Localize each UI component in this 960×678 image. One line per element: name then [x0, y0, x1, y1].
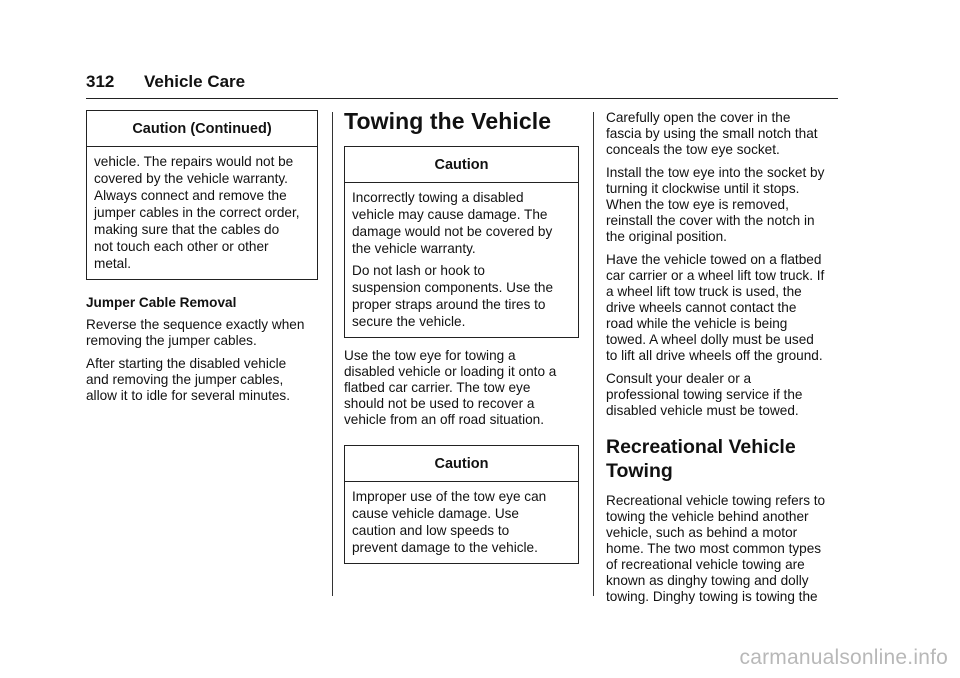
- paragraph: Have the vehicle towed on a flatbed car carrier or a wheel lift tow truck. If a wheel lift tow truck is used, the drive wheels cannot contact the road while the vehicle is being towed. A wheel dolly must be used to lift all drive wheels off the ground.: [606, 252, 825, 363]
- paragraph: Reverse the sequence exactly when removing the jumper cables.: [86, 317, 305, 348]
- paragraph: Install the tow eye into the socket by turning it clockwise until it stops. When the tow eye is removed, reinstall the cover with the notch in the original position.: [606, 165, 825, 244]
- caution-title: Caution: [345, 446, 578, 482]
- caution-text: Improper use of the tow eye can cause vehicle damage. Use caution and low speeds to prevent damage to the vehicle.: [352, 489, 547, 555]
- caution-body: [345, 482, 578, 563]
- page-header: [86, 70, 838, 99]
- column-left: [86, 110, 318, 411]
- caution-text: Do not lash or hook to suspension components. Use the proper straps around the tires to secure the vehicle.: [352, 263, 554, 329]
- caution-box: [344, 146, 579, 338]
- caution-title: Caution (Continued): [87, 111, 317, 147]
- column-middle: [344, 108, 579, 564]
- subheading-jumper-cable-removal: Jumper Cable Removal: [86, 295, 237, 310]
- caution-box: [86, 110, 318, 280]
- paragraph: Consult your dealer or a professional towing service if the disabled vehicle must be towed.: [606, 371, 803, 418]
- paragraph: After starting the disabled vehicle and removing the jumper cables, allow it to idle for several minutes.: [86, 356, 290, 403]
- column-divider: [593, 112, 594, 596]
- heading-towing-the-vehicle: Towing the Vehicle: [344, 108, 552, 134]
- caution-text: Incorrectly towing a disabled vehicle may cause damage. The damage would not be covered by the vehicle warranty.: [352, 190, 553, 256]
- caution-body: [345, 183, 578, 337]
- page-number: 312: [86, 72, 115, 91]
- caution-text: vehicle. The repairs would not be covered by the vehicle warranty. Always connect and remove the jumper cables in the correct order, making sure that the cables do not touch each other or other metal.: [94, 154, 300, 271]
- caution-box: [344, 445, 579, 564]
- heading-recreational-vehicle-towing: Recreational Vehicle Towing: [606, 436, 796, 482]
- paragraph: Use the tow eye for towing a disabled vehicle or loading it onto a flatbed car carrier. The tow eye should not be used to recover a vehicle from an off road situation.: [344, 348, 557, 427]
- caution-body: [87, 147, 317, 279]
- section-title: Vehicle Care: [144, 72, 246, 91]
- caution-title: Caution: [345, 147, 578, 183]
- paragraph: Recreational vehicle towing refers to towing the vehicle behind another vehicle, such as behind a motor home. The two most common types of recreational vehicle towing are known as dinghy towing and dolly towing. Dinghy towing is towing the: [606, 493, 826, 604]
- column-right: [606, 110, 840, 612]
- column-divider: [332, 112, 333, 596]
- watermark: carmanualsonline.info: [739, 646, 948, 669]
- paragraph: Carefully open the cover in the fascia by using the small notch that conceals the tow eye socket.: [606, 110, 818, 157]
